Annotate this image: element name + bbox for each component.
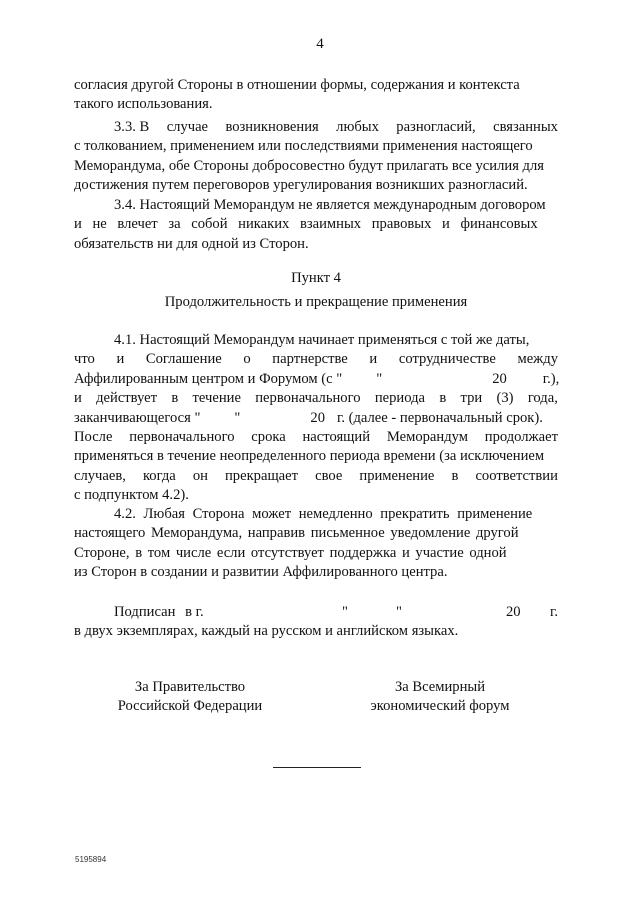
- text-fragment: ": [376, 370, 383, 387]
- text-fragment: связанных: [493, 119, 558, 135]
- text-fragment: он: [192, 467, 208, 484]
- text-fragment: любых: [336, 119, 379, 135]
- text-fragment: согласия другой Стороны в отношении формы, содержания и контекста: [74, 77, 520, 93]
- text-fragment: партнерстве: [272, 351, 348, 368]
- text-fragment: ": [396, 604, 402, 620]
- text-fragment: течение: [192, 390, 241, 407]
- section-subtitle: Продолжительность и прекращение применения: [164, 294, 468, 310]
- text-line: [74, 137, 558, 156]
- text-line: [74, 544, 558, 563]
- text-fragment: Аффилированным центром и Форумом (с ": [74, 370, 343, 387]
- text-fragment: между: [517, 351, 558, 368]
- text-fragment: (3): [496, 390, 514, 407]
- signature-block-left: [100, 678, 280, 716]
- text-fragment: с толкованием, применением или последствиями применения настоящего: [74, 138, 533, 155]
- text-line: 3.4. Настоящий Меморандум не является международным договором: [114, 197, 546, 213]
- section-title: Пункт 4: [291, 270, 341, 286]
- text-line: [74, 409, 558, 428]
- text-fragment: о: [243, 351, 251, 368]
- text-fragment: когда: [142, 467, 176, 484]
- text-line: [74, 389, 558, 408]
- signature-party-line: За Правительство: [134, 679, 246, 695]
- paragraph-4-1: [74, 331, 558, 506]
- text-line: достижения путем переговоров урегулирования возникших разногласий.: [74, 177, 528, 194]
- text-line: [74, 118, 558, 137]
- text-fragment: срока: [251, 429, 286, 446]
- text-fragment: ": [234, 409, 241, 426]
- text-fragment: 20: [492, 370, 507, 387]
- text-fragment: г.: [550, 604, 558, 620]
- document-code: 5195894: [75, 855, 107, 864]
- text-fragment: случаев,: [74, 467, 126, 484]
- text-fragment: Соглашение: [145, 351, 222, 368]
- text-line: [74, 215, 558, 234]
- text-fragment: настоящий: [302, 429, 371, 446]
- continuation-paragraph: [74, 76, 558, 115]
- text-fragment: 20: [506, 604, 521, 620]
- text-fragment: случае: [166, 119, 209, 135]
- text-line: [74, 370, 558, 389]
- text-fragment: г. (далее - первоначальный срок).: [336, 409, 543, 426]
- text-line: [74, 350, 558, 369]
- signature-party-line: За Всемирный: [394, 679, 486, 695]
- text-fragment: сотрудничестве: [398, 351, 496, 368]
- text-fragment: в: [451, 467, 459, 484]
- text-fragment: периода: [374, 390, 426, 407]
- text-line: [74, 505, 558, 524]
- text-fragment: прекращает: [225, 467, 299, 484]
- text-fragment: года,: [527, 390, 558, 407]
- text-fragment: возникновения: [225, 119, 319, 135]
- text-fragment: первоначального: [129, 429, 235, 446]
- closing-divider: [273, 767, 361, 768]
- paragraph-4-2: [74, 505, 558, 583]
- text-fragment: и: [74, 390, 82, 407]
- text-line: [74, 603, 558, 622]
- text-fragment: и: [116, 351, 125, 368]
- text-fragment: применение: [359, 467, 435, 484]
- paragraph-3-4: [74, 196, 558, 254]
- text-fragment: заканчивающегося ": [74, 409, 201, 426]
- text-fragment: в г.: [185, 604, 204, 620]
- signing-clause: [74, 603, 558, 642]
- text-line: [74, 524, 558, 543]
- text-line: [74, 467, 558, 486]
- text-fragment: настоящего Меморандума, направив письменное уведомление другой: [74, 525, 519, 542]
- text-fragment: свое: [315, 467, 343, 484]
- text-fragment: первоначального: [255, 390, 361, 407]
- signature-party-line: экономический форум: [370, 698, 510, 714]
- text-fragment: г.),: [542, 370, 560, 387]
- text-line: [74, 76, 558, 95]
- text-fragment: 3.3. В: [114, 119, 150, 135]
- text-fragment: применяться в течение неопределенного периода времени (за исключением: [74, 448, 545, 465]
- text-fragment: и: [369, 351, 378, 368]
- text-line: в двух экземплярах, каждый на русском и английском языках.: [74, 623, 459, 640]
- paragraph-3-3: [74, 118, 558, 196]
- text-fragment: 20: [310, 409, 325, 426]
- text-fragment: Меморандума, обе Стороны добросовестно будут прилагать все усилия для: [74, 157, 544, 174]
- signature-block-right: [350, 678, 530, 716]
- signature-party-line: Российской Федерации: [117, 698, 263, 714]
- text-fragment: Подписан: [114, 604, 176, 620]
- text-line: из Сторон в создании и развитии Аффилированного центра.: [74, 564, 448, 581]
- text-fragment: в: [171, 390, 179, 407]
- text-fragment: После: [74, 429, 113, 446]
- text-line: с подпунктом 4.2).: [74, 487, 189, 504]
- text-fragment: действует: [96, 390, 158, 407]
- text-fragment: ": [342, 604, 348, 620]
- text-line: 4.1. Настоящий Меморандум начинает применяться с той же даты,: [114, 332, 530, 348]
- text-fragment: разногласий,: [396, 119, 476, 135]
- text-line: [74, 428, 558, 447]
- text-fragment: в: [439, 390, 447, 407]
- text-line: [74, 157, 558, 176]
- text-fragment: соответствии: [475, 467, 558, 484]
- text-line: [74, 447, 558, 466]
- text-fragment: продолжает: [484, 429, 558, 446]
- text-fragment: и не влечет за собой никаких взаимных правовых и финансовых: [74, 216, 538, 233]
- text-fragment: 4.2. Любая Сторона может немедленно прекратить применение: [114, 506, 533, 522]
- text-line: такого использования.: [74, 96, 213, 113]
- text-fragment: что: [74, 351, 95, 368]
- text-fragment: Стороне, в том числе если отсутствует поддержка и участие одной: [74, 544, 507, 561]
- text-fragment: Меморандум: [386, 429, 468, 446]
- text-line: обязательств ни для одной из Сторон.: [74, 235, 309, 252]
- text-fragment: три: [460, 390, 483, 407]
- page-number: 4: [316, 36, 324, 52]
